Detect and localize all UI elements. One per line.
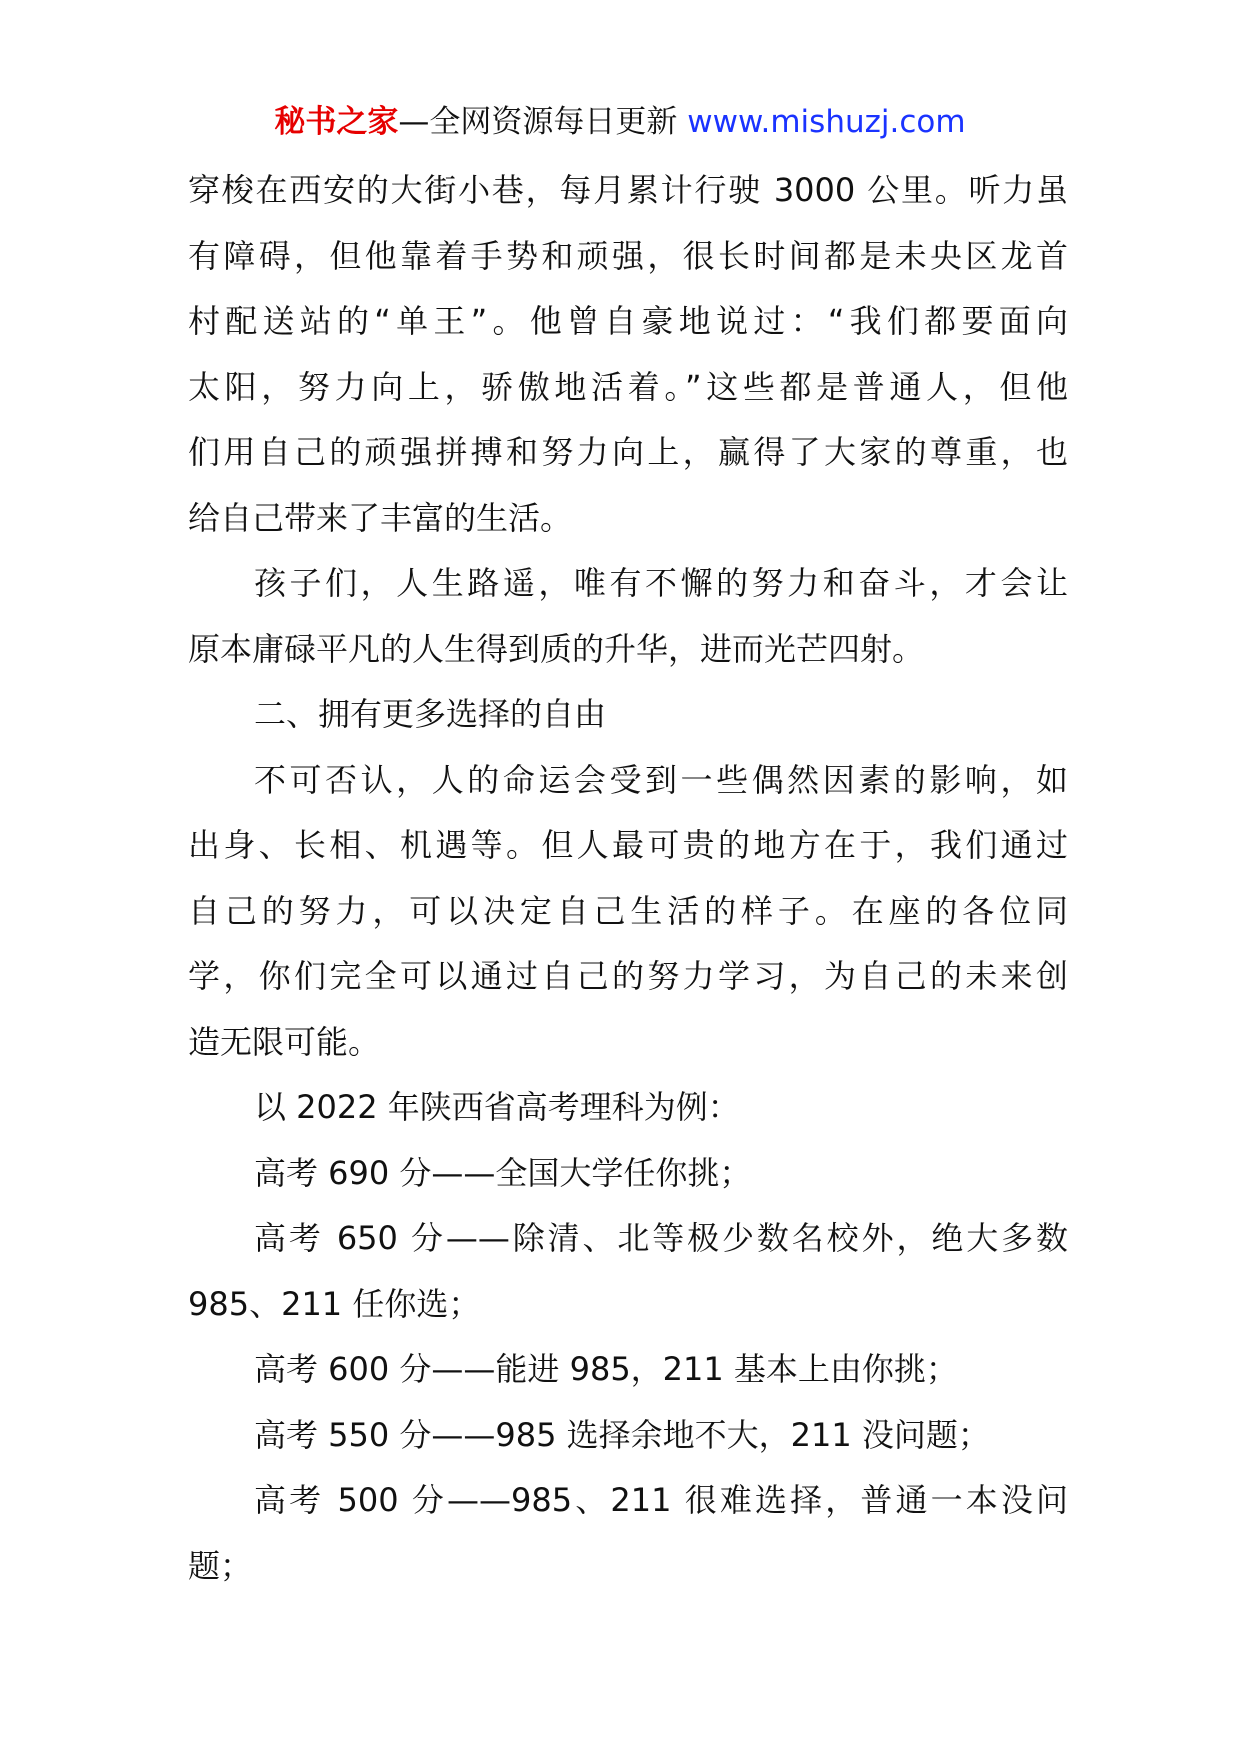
section-heading: 二、拥有更多选择的自由 — [254, 695, 607, 733]
text-line: 太阳，努力向上，骄傲地活着。”这些都是普通人，但他 — [188, 367, 1068, 406]
list-item: 高考 650 分——除清、北等极少数名校外，绝大多数 — [254, 1219, 1068, 1257]
paragraph-first-line: 孩子们，人生路遥，唯有不懈的努力和奋斗，才会让 — [254, 564, 1068, 602]
text-line: 原本庸碌平凡的人生得到质的升华，进而光芒四射。 — [188, 629, 925, 668]
text-line: 题； — [188, 1546, 253, 1585]
list-item: 高考 690 分——全国大学任你挑； — [254, 1153, 752, 1192]
list-item: 高考 550 分——985 选择余地不大，211 没问题； — [254, 1415, 990, 1454]
site-tagline: —全网资源每日更新 — [398, 104, 688, 140]
text-line: 们用自己的顽强拼搏和努力向上，赢得了大家的尊重，也 — [188, 433, 1068, 471]
text-line: 造无限可能。 — [188, 1022, 381, 1061]
text-line: 村配送站的“单王”。他曾自豪地说过：“我们都要面向 — [188, 302, 1068, 340]
text-line: 985、211 任你选； — [188, 1284, 481, 1323]
document-body — [188, 158, 1068, 1599]
site-url-link[interactable]: www.mishuzj.com — [687, 104, 966, 140]
site-brand: 秘书之家 — [274, 104, 399, 140]
page-header — [0, 102, 1240, 142]
paragraph-first-line: 不可否认，人的命运会受到一些偶然因素的影响，如 — [254, 760, 1068, 799]
list-item: 高考 600 分——能进 985，211 基本上由你挑； — [254, 1350, 958, 1388]
text-line: 出身、长相、机遇等。但人最可贵的地方在于，我们通过 — [188, 826, 1068, 864]
text-line: 有障碍，但他靠着手势和顽强，很长时间都是未央区龙首 — [188, 236, 1068, 275]
text-line: 学，你们完全可以通过自己的努力学习，为自己的未来创 — [188, 957, 1068, 995]
text-line: 自己的努力，可以决定自己生活的样子。在座的各位同 — [188, 891, 1068, 930]
paragraph-first-line: 以 2022 年陕西省高考理科为例： — [254, 1088, 740, 1126]
list-item: 高考 500 分——985、211 很难选择，普通一本没问 — [254, 1481, 1068, 1519]
text-line: 给自己带来了丰富的生活。 — [188, 498, 573, 537]
text-line: 穿梭在西安的大街小巷，每月累计行驶 3000 公里。听力虽 — [188, 171, 1068, 209]
